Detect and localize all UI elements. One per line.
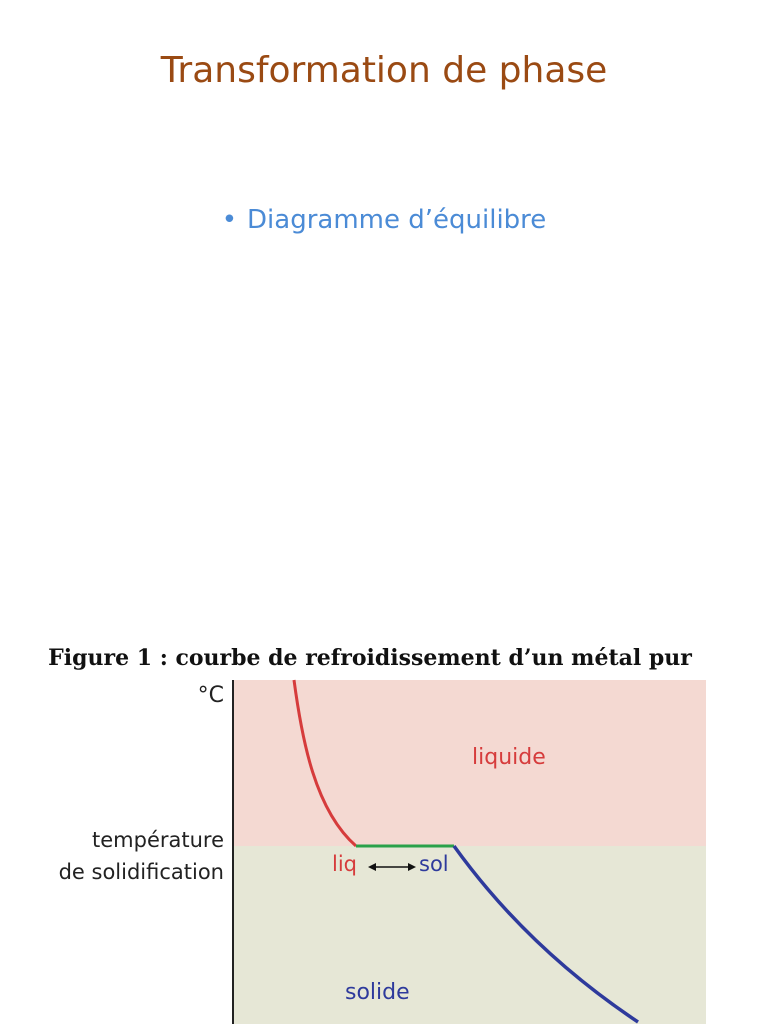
solid-region xyxy=(234,846,706,1024)
region-label-liquid: liquide xyxy=(472,745,546,770)
figure-caption: Figure 1 : courbe de refroidissement d’un métal pur xyxy=(48,645,692,671)
slide-title: Transformation de phase xyxy=(160,50,608,91)
bullet-dot-icon: • xyxy=(221,205,238,235)
plateau-label-sol: sol xyxy=(419,852,449,876)
y-tick-label-line1: température xyxy=(92,828,224,852)
liquid-region xyxy=(234,680,706,846)
cooling-curve-figure xyxy=(0,670,768,1024)
bullet-text: Diagramme d’équilibre xyxy=(247,205,547,235)
plateau-label-liq: liq xyxy=(332,852,357,876)
y-axis-unit: °C xyxy=(197,683,224,708)
y-tick-label-line2: de solidification xyxy=(58,860,224,884)
bullet-item xyxy=(0,205,768,235)
region-label-solid: solide xyxy=(345,980,410,1005)
